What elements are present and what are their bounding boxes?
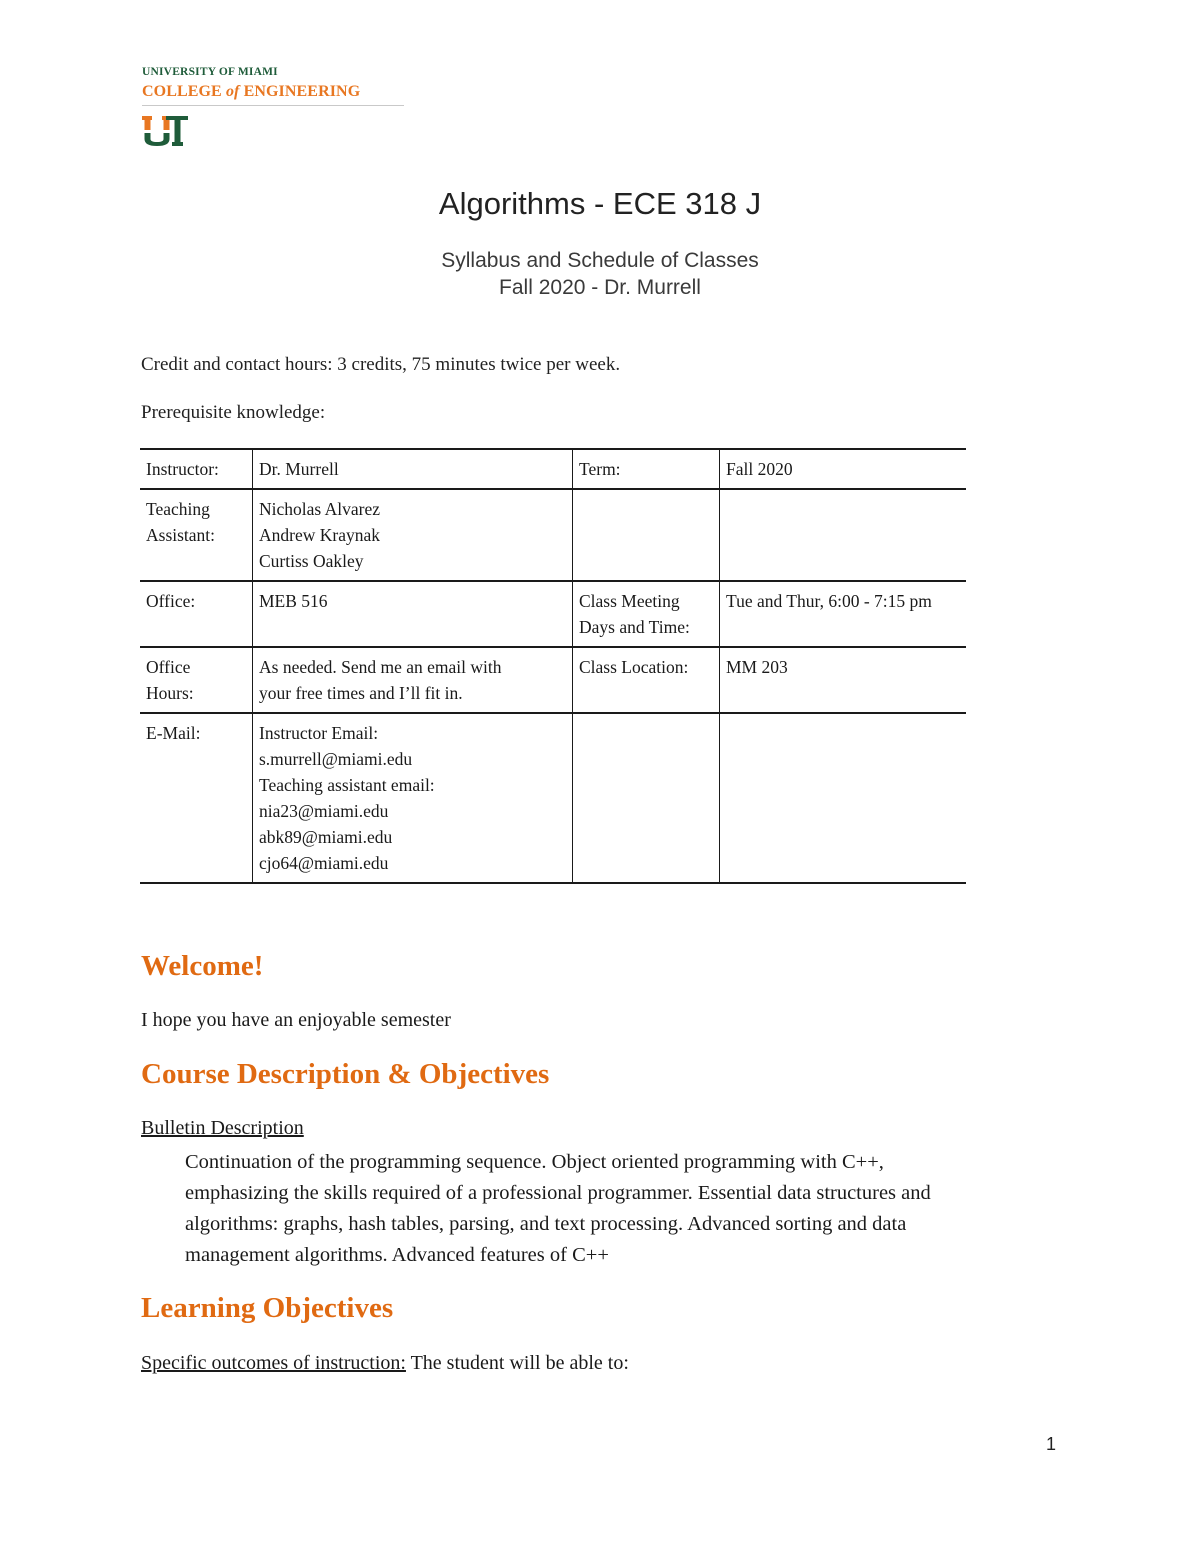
logo-college-name: COLLEGE of ENGINEERING bbox=[142, 83, 361, 100]
email-list: Instructor Email: s.murrell@miami.edu Teaching assistant email: nia23@miami.edu abk89@miami.edu cjo64@miami.edu bbox=[253, 713, 573, 883]
course-description-heading: Course Description & Objectives bbox=[141, 1058, 550, 1090]
empty-cell bbox=[720, 489, 967, 581]
credit-hours-line: Credit and contact hours: 3 credits, 75 minutes twice per week. bbox=[141, 354, 621, 375]
table-row bbox=[140, 713, 966, 883]
page-title: Algorithms - ECE 318 J bbox=[438, 186, 762, 221]
page-number: 1 bbox=[1046, 1434, 1057, 1454]
email-address: s.murrell@miami.edu bbox=[259, 749, 413, 769]
bulletin-description-label: Bulletin Description bbox=[141, 1117, 304, 1139]
office-label: Office: bbox=[146, 591, 196, 611]
learning-objectives-heading: Learning Objectives bbox=[141, 1292, 394, 1324]
email-address: abk89@miami.edu bbox=[259, 827, 393, 847]
logo-university-name: UNIVERSITY OF MIAMI bbox=[142, 66, 278, 78]
university-logo bbox=[142, 66, 404, 146]
ta-name: Andrew Kraynak bbox=[259, 525, 380, 545]
ta-names bbox=[253, 489, 573, 581]
instructor-value: Dr. Murrell bbox=[253, 449, 573, 489]
bulletin-description-text: Continuation of the programming sequence. Object oriented programming with C++, emphasizing the skills required of a professional programmer. Essential data structures and algorithms: graphs, hash tables, parsing, and text processing. Advanced sorting and data management algorithms. Advanced features of C++ bbox=[185, 1151, 931, 1266]
ta-name: Curtiss Oakley bbox=[259, 551, 364, 571]
outcomes-label: Specific outcomes of instruction: bbox=[141, 1352, 406, 1374]
term-label: Term: bbox=[573, 449, 720, 489]
location-value: MM 203 bbox=[720, 647, 967, 713]
welcome-text: I hope you have an enjoyable semester bbox=[141, 1009, 451, 1031]
instructor-label: Instructor: bbox=[146, 459, 219, 479]
meeting-value: Tue and Thur, 6:00 - 7:15 pm bbox=[720, 581, 967, 647]
office-hours-label: Office Hours: bbox=[146, 657, 194, 703]
empty-cell bbox=[573, 713, 720, 883]
table-row bbox=[140, 581, 966, 647]
empty-cell bbox=[573, 489, 720, 581]
outcomes-text: The student will be able to: bbox=[405, 1352, 629, 1374]
logo-divider bbox=[142, 105, 404, 106]
ta-name: Nicholas Alvarez bbox=[259, 499, 380, 519]
outcomes-line bbox=[141, 1352, 629, 1375]
prerequisite-line: Prerequisite knowledge: bbox=[141, 402, 326, 423]
email-address: nia23@miami.edu bbox=[259, 801, 389, 821]
term-instructor-line: Fall 2020 - Dr. Murrell bbox=[499, 276, 701, 299]
office-hours-value: As needed. Send me an email with your free times and I’ll fit in. bbox=[253, 647, 573, 713]
table-row bbox=[140, 489, 966, 581]
email-label: E-Mail: bbox=[146, 723, 201, 743]
location-label: Class Location: bbox=[573, 647, 720, 713]
term-value: Fall 2020 bbox=[720, 449, 967, 489]
ta-label: Teaching Assistant: bbox=[146, 499, 216, 545]
meeting-label: Class Meeting Days and Time: bbox=[573, 581, 720, 647]
empty-cell bbox=[720, 713, 967, 883]
email-address: cjo64@miami.edu bbox=[259, 853, 389, 873]
page-subtitle: Syllabus and Schedule of Classes bbox=[441, 249, 759, 272]
office-value: MEB 516 bbox=[253, 581, 573, 647]
split-u-logo-icon bbox=[142, 116, 188, 146]
table-row bbox=[140, 449, 966, 489]
course-info-table bbox=[140, 448, 966, 884]
table-row bbox=[140, 647, 966, 713]
welcome-heading: Welcome! bbox=[141, 950, 264, 982]
